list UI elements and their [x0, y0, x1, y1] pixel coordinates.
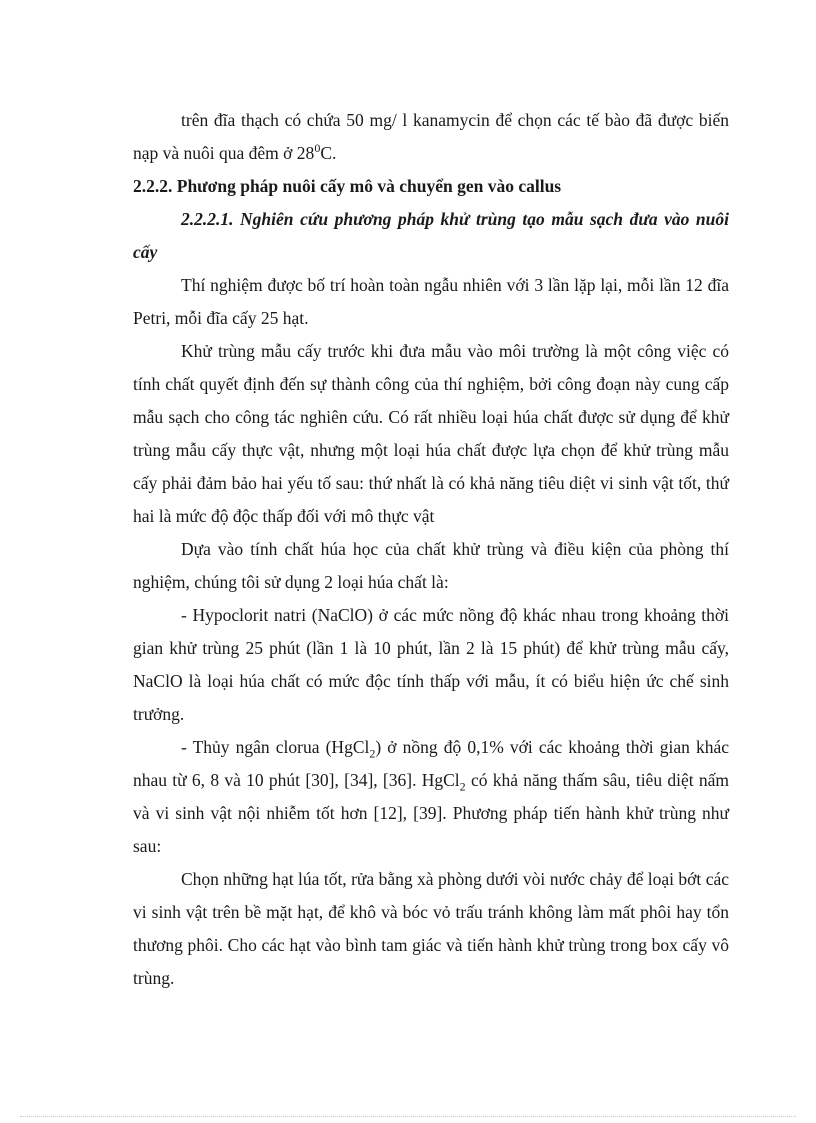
- paragraph-text-end: C.: [320, 143, 337, 163]
- hgcl2-text-c: có khả năng thấm sâu, tiêu diệt nấm và vi sinh vật nội nhiễm tốt hơn [12], [39]. Phương pháp tiến hành khử trùng như sau:: [133, 770, 730, 856]
- list-item-naclo: - Hypoclorit natri (NaClO) ở các mức nồng độ khác nhau trong khoảng thời gian khử trùng 25 phút (lần 1 là 10 phút, lần 2 là 15 phút) để khử trùng mẫu cấy, NaClO là loại húa chất có mức độc tính thấp với mẫu, ít có biểu hiện ức chế sinh trưởng.: [133, 605, 729, 724]
- subsection-heading: 2.2.2.1. Nghiên cứu phương pháp khử trùng tạo mẫu sạch đưa vào nuôi cấy: [133, 209, 729, 262]
- paragraph-continuation: [133, 104, 729, 170]
- paragraph-procedure: Chọn những hạt lúa tốt, rửa bằng xà phòng dưới vòi nước chảy để loại bớt các vi sinh vật trên bề mặt hạt, để khô và bóc vỏ trấu tránh không làm mất phôi hay tổn thương phôi. Cho các hạt vào bình tam giác và tiến hành khử trùng trong box cấy vô trùng.: [133, 869, 729, 988]
- paragraph-text: trên đĩa thạch có chứa 50 mg/ l kanamycin để chọn các tế bào đã được biến nạp và nuôi qua đêm ở 28: [133, 110, 729, 163]
- list-item-hgcl2: [133, 731, 729, 863]
- document-body: [133, 104, 729, 995]
- superscript-degree: 0: [314, 141, 321, 156]
- hgcl2-text-b: ) ở nồng độ 0,1% với các khoảng thời gian khác nhau từ 6, 8 và 10 phút [30], [34], [36]. HgCl: [133, 737, 729, 790]
- paragraph-chemicals-intro: Dựa vào tính chất húa học của chất khử trùng và điều kiện của phòng thí nghiệm, chúng tôi sử dụng 2 loại húa chất là:: [133, 539, 729, 592]
- subscript-2: 2: [459, 779, 466, 794]
- paragraph-experiment-design: Thí nghiệm được bố trí hoàn toàn ngẫu nhiên với 3 lần lặp lại, mỗi lần 12 đĩa Petri, mỗi đĩa cấy 25 hạt.: [133, 275, 729, 328]
- page-bottom-divider: [20, 1116, 796, 1117]
- section-heading: 2.2.2. Phương pháp nuôi cấy mô và chuyển gen vào callus: [133, 176, 562, 196]
- hgcl2-text-a: - Thủy ngân clorua (HgCl: [181, 737, 370, 757]
- paragraph-sterilization-intro: Khử trùng mẫu cấy trước khi đưa mẫu vào môi trường là một công việc có tính chất quyết định đến sự thành công của thí nghiệm, bởi công đoạn này cung cấp mẫu sạch cho công tác nghiên cứu. Có rất nhiều loại húa chất được sử dụng để khử trùng mẫu cấy thực vật, nhưng một loại húa chất được lựa chọn để khử trùng mẫu cấy phải đảm bảo hai yếu tố sau: thứ nhất là có khả năng tiêu diệt vi sinh vật tốt, thứ hai là mức độ độc thấp đối với mô thực vật: [133, 341, 729, 526]
- subscript-2: 2: [369, 746, 376, 761]
